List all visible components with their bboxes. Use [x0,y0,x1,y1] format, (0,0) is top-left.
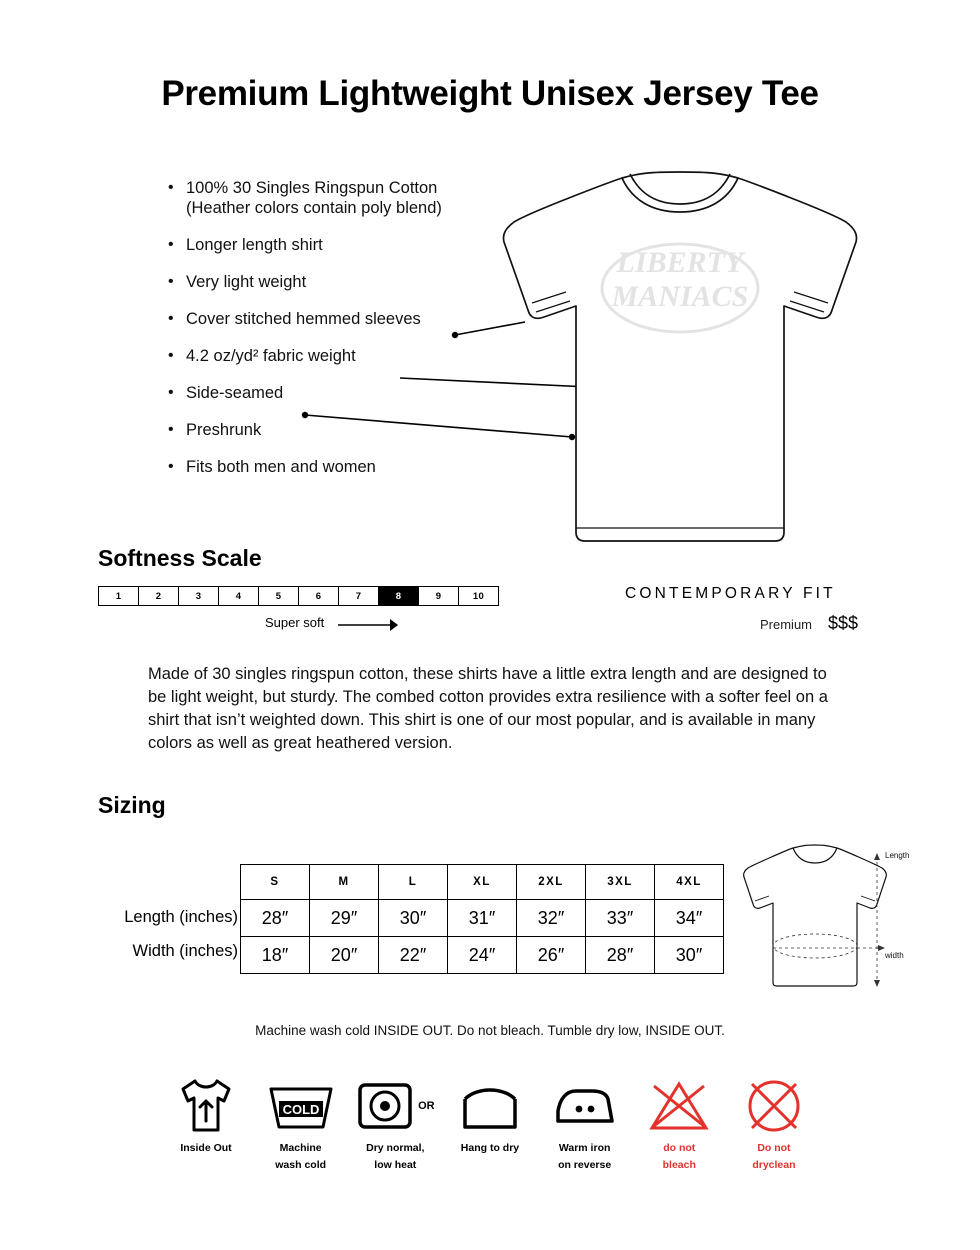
feature-text: Very light weight [186,273,307,291]
care-caption: do not [663,1142,696,1154]
care-caption: Warm iron [558,1142,611,1154]
scale-cell-1: 1 [99,587,139,605]
super-soft-label: Super soft [265,615,325,630]
svg-text:MANIACS: MANIACS [611,280,749,313]
width-3xl: 28″ [586,937,655,974]
width-l: 22″ [379,937,448,974]
softness-scale [98,586,499,606]
feature-text: Fits both men and women [186,458,376,476]
row-label-width: Width (inches) [132,942,238,960]
table-row [241,900,724,937]
length-4xl: 34″ [655,900,724,937]
feature-text: Longer length shirt [186,236,323,254]
care-caption-2: on reverse [558,1159,612,1171]
scale-cell-10: 10 [472,590,485,602]
feature-list [168,178,498,494]
bullet-icon: • [168,384,174,401]
super-soft-arrow-icon [338,617,403,633]
do-not-dryclean-icon [728,1075,820,1137]
list-item [168,457,498,477]
care-item-hang-to-dry [444,1075,536,1154]
bullet-icon: • [168,179,174,196]
length-m: 29″ [310,900,379,937]
inside-out-icon [160,1075,252,1137]
feature-subtext: (Heather colors contain poly blend) [186,199,442,217]
care-caption: Inside Out [180,1142,232,1154]
col-m: M [310,865,379,900]
width-xl: 24″ [448,937,517,974]
width-4xl: 30″ [655,937,724,974]
care-item-machine-wash-cold [255,1075,347,1171]
length-xl: 31″ [448,900,517,937]
list-item [168,178,498,218]
care-item-warm-iron [539,1075,631,1171]
care-caption: Do not [757,1142,791,1154]
care-caption-2: wash cold [275,1159,327,1171]
hang-to-dry-icon [444,1075,536,1137]
sizing-table [240,864,724,974]
col-xl: XL [448,865,517,900]
care-item-dry-normal-low-heat [349,1075,441,1171]
col-4xl: 4XL [655,865,724,900]
col-l: L [379,865,448,900]
scale-cell-7: 7 [339,587,379,605]
width-2xl: 26″ [517,937,586,974]
scale-cell-9: 9 [419,587,459,605]
width-m: 20″ [310,937,379,974]
bullet-icon: • [168,458,174,475]
feature-text: 100% 30 Singles Ringspun Cotton [186,179,438,197]
price-tier-label: Premium [760,617,813,632]
care-caption: Dry normal, [366,1142,425,1154]
fit-label: CONTEMPORARY FIT [625,585,836,602]
care-item-inside-out [160,1075,252,1154]
svg-text:COLD: COLD [282,1102,320,1117]
scale-cell-4: 4 [219,587,259,605]
list-item [168,346,498,366]
care-item-do-not-bleach [633,1075,725,1171]
table-header-row [241,865,724,900]
tshirt-illustration [470,160,890,560]
width-s: 18″ [241,937,310,974]
or-label: OR [418,1100,435,1112]
care-caption: Machine [279,1142,322,1154]
length-2xl: 32″ [517,900,586,937]
bullet-icon: • [168,421,174,438]
scale-cell-3: 3 [179,587,219,605]
machine-wash-cold-icon [255,1075,347,1137]
page-title: Premium Lightweight Unisex Jersey Tee [161,74,819,113]
length-s: 28″ [241,900,310,937]
dry-normal-low-heat-icon [356,1075,435,1137]
feature-text: Side-seamed [186,384,284,402]
bullet-icon: • [168,273,174,290]
row-label-length: Length (inches) [124,908,238,926]
col-s: S [241,865,310,900]
table-row [241,937,724,974]
col-2xl: 2XL [517,865,586,900]
scale-cell-2: 2 [139,587,179,605]
width-annotation: width [885,951,904,960]
list-item [168,235,498,255]
list-item [168,383,498,403]
care-icon-row [160,1075,820,1195]
feature-text: 4.2 oz/yd² fabric weight [186,347,356,365]
length-3xl: 33″ [586,900,655,937]
svg-text:LIBERTY: LIBERTY [616,246,744,279]
feature-text: Preshrunk [186,421,262,439]
care-caption-2: bleach [662,1159,696,1171]
size-row-labels [88,900,238,968]
care-caption-2: dryclean [752,1159,796,1171]
scale-cell-5: 5 [259,587,299,605]
scale-cell-6: 6 [299,587,339,605]
sizing-heading: Sizing [98,792,166,818]
warm-iron-on-reverse-icon [539,1075,631,1137]
feature-text: Cover stitched hemmed sleeves [186,310,421,328]
product-description: Made of 30 singles ringspun cotton, these shirts have a little extra length and are designed to be light weight, but sturdy. The combed cotton provides extra resilience with a softer feel on a shirt that isn’t weighted down. This shirt is one of our most popular, and is available in many colors as well as great heathered version. [148,665,828,752]
do-not-bleach-icon [633,1075,725,1137]
col-3xl: 3XL [586,865,655,900]
list-item [168,309,498,329]
price-label: $$$ [828,613,859,633]
scale-cell-8-selected: 8 [379,587,419,605]
softness-scale-heading: Softness Scale [98,545,262,571]
list-item [168,420,498,440]
length-l: 30″ [379,900,448,937]
care-instructions-text: Machine wash cold INSIDE OUT. Do not bleach. Tumble dry low, INSIDE OUT. [255,1023,725,1038]
care-caption-2: low heat [374,1159,417,1171]
bullet-icon: • [168,236,174,253]
measurement-diagram [735,836,925,996]
bullet-icon: • [168,310,174,327]
bullet-icon: • [168,347,174,364]
length-annotation: Length [885,851,910,860]
care-item-do-not-dryclean [728,1075,820,1171]
care-caption: Hang to dry [460,1142,520,1154]
list-item [168,272,498,292]
